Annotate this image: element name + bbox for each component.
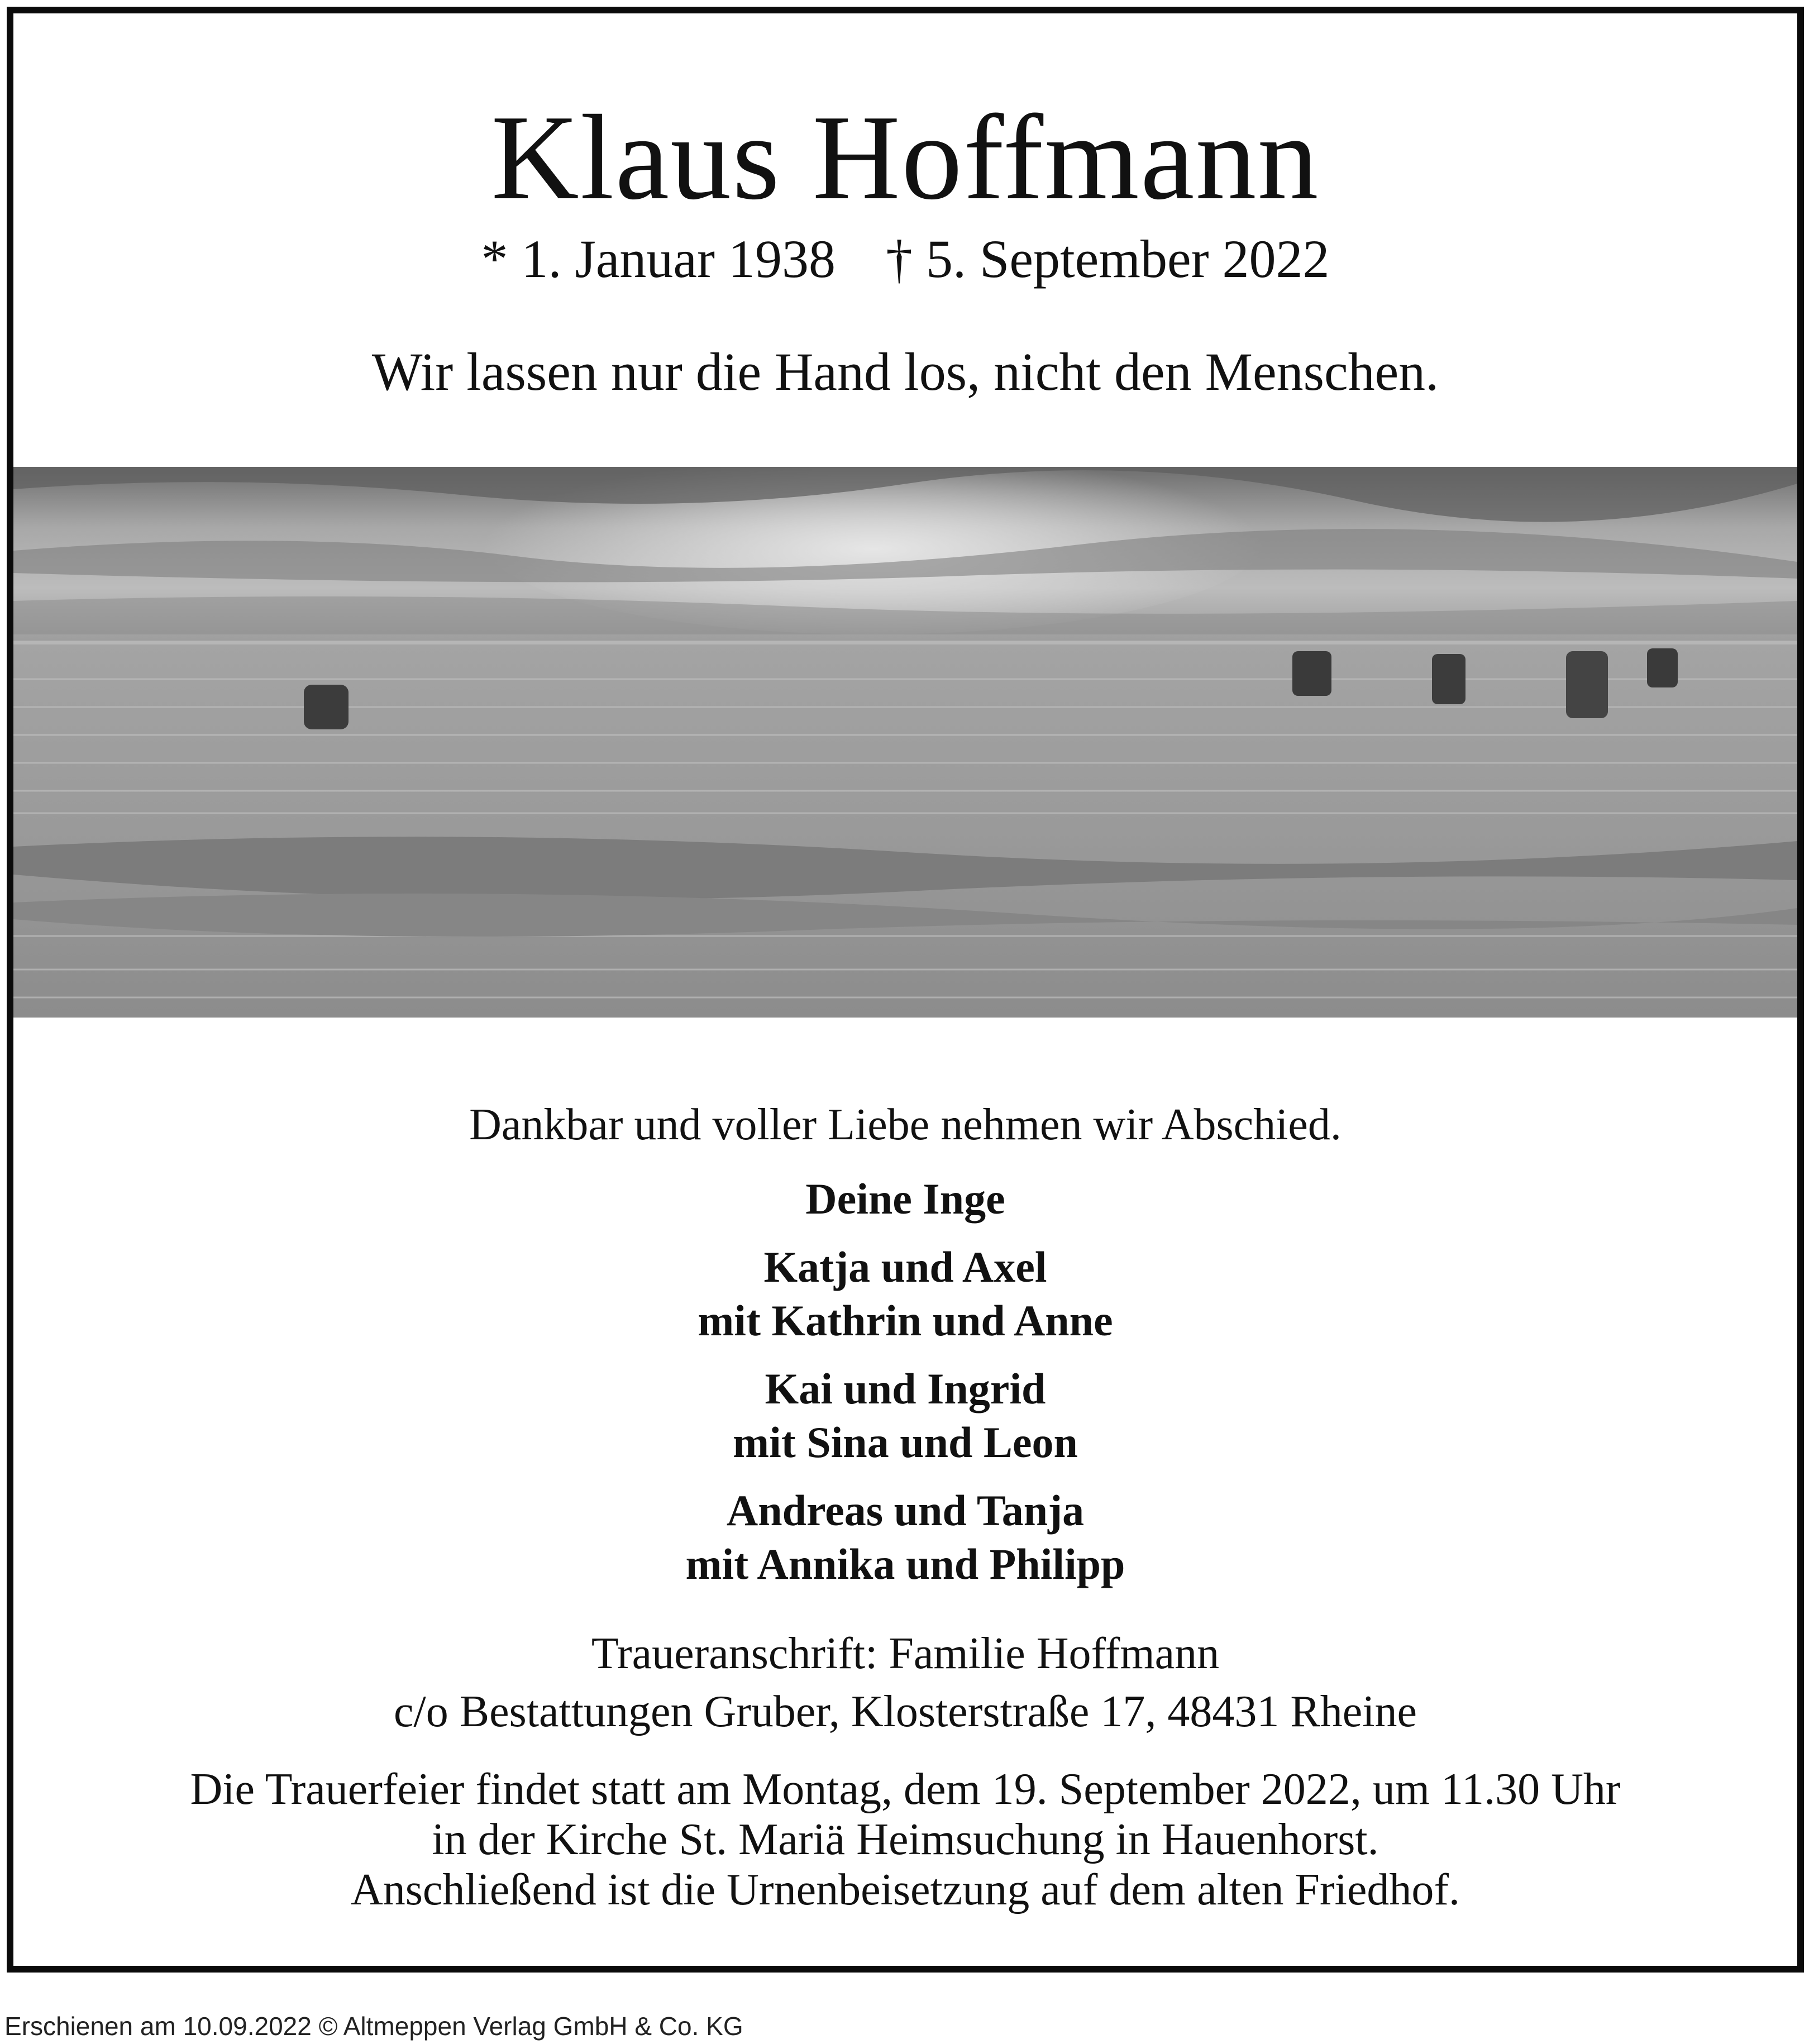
life-dates [13, 229, 1797, 289]
mourner-line: Deine Inge [805, 1174, 1005, 1223]
mourner-line: Kai und Ingrid [765, 1364, 1046, 1413]
sea-photo-image [13, 467, 1797, 1018]
mourner-line: mit Sina und Leon [733, 1418, 1078, 1467]
mourner-group [13, 1240, 1797, 1348]
service-line: Die Trauerfeier findet statt am Montag, dem 19. September 2022, um 11.30 Uhr [190, 1765, 1621, 1814]
mourner-line: Katja und Axel [763, 1243, 1047, 1291]
service-details [13, 1764, 1797, 1915]
mourner-group [13, 1362, 1797, 1469]
mourner-line: Andreas und Tanja [726, 1486, 1085, 1535]
death-date: † 5. September 2022 [886, 229, 1330, 289]
deceased-name: Klaus Hoffmann [491, 90, 1320, 225]
service-line: in der Kirche St. Mariä Heimsuchung in Hauenhorst. [432, 1815, 1379, 1864]
mourner-group [13, 1172, 1797, 1226]
mourner-line: mit Kathrin und Anne [698, 1296, 1113, 1345]
obituary-frame [7, 7, 1804, 1973]
farewell-line: Dankbar und voller Liebe nehmen wir Abschied. [469, 1100, 1342, 1149]
sea-photo [13, 467, 1797, 1018]
mourners-list [13, 1172, 1797, 1606]
mourner-line: mit Annika und Philipp [685, 1540, 1125, 1588]
address-line: c/o Bestattungen Gruber, Klosterstraße 17, 48431 Rheine [394, 1687, 1417, 1736]
mourning-address [13, 1625, 1797, 1741]
publication-footer: Erschienen am 10.09.2022 © Altmeppen Verlag GmbH & Co. KG [4, 2012, 743, 2041]
address-line: Traueranschrift: Familie Hoffmann [591, 1629, 1220, 1678]
birth-date: * 1. Januar 1938 [481, 229, 836, 289]
service-line: Anschließend ist die Urnenbeisetzung auf dem alten Friedhof. [350, 1865, 1460, 1914]
mourner-group [13, 1484, 1797, 1591]
motto-quote: Wir lassen nur die Hand los, nicht den Menschen. [371, 342, 1439, 402]
